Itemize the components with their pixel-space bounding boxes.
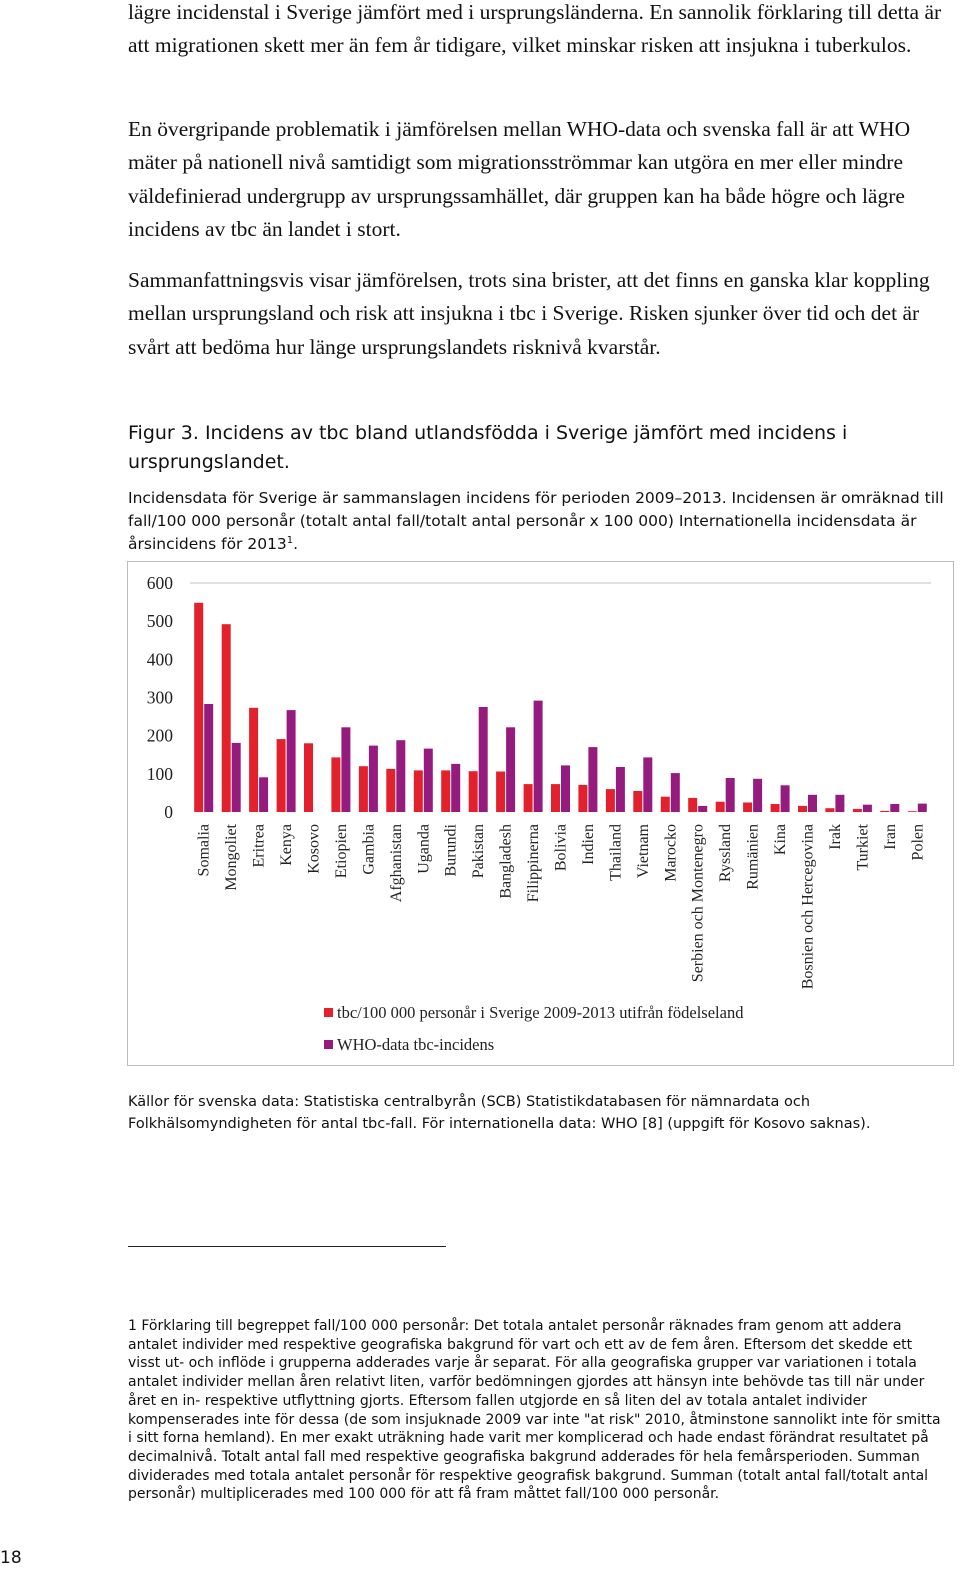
bar-sweden-20 [743,803,752,813]
x-tick-label: Irak [826,824,844,850]
bar-who-22 [808,795,817,812]
bar-sweden-25 [880,811,889,812]
x-tick-label: Iran [881,824,899,850]
bar-who-12 [534,701,543,812]
figure-caption: Figur 3. Incidens av tbc bland utlandsfödda i Sverige jämfört med incidens i ursprungslandet. [128,422,848,473]
y-tick-label: 200 [146,725,173,746]
bar-who-0 [204,704,213,812]
figure-note [128,487,948,556]
bar-sweden-6 [359,766,368,812]
bar-who-20 [753,779,762,812]
x-tick-label: Indien [579,824,597,865]
x-tick-label: Mongoliet [223,824,241,891]
bar-sweden-3 [277,739,286,812]
bar-sweden-16 [633,791,642,812]
bar-who-3 [287,710,296,812]
bar-sweden-2 [249,708,258,812]
y-tick-label: 100 [146,763,173,784]
y-tick-label: 300 [146,687,173,708]
x-tick-label: Bosnien och Hercegovina [799,824,817,990]
bar-who-13 [561,765,570,812]
x-tick-label: Turkiet [854,824,872,871]
footnote-divider [128,1246,446,1247]
bar-sweden-4 [304,743,313,812]
legend-label: tbc/100 000 personår i Sverige 2009-2013 utifrån födelseland [337,1003,744,1022]
x-tick-label: Somalia [195,824,213,877]
body-paragraph-2: En övergripande problematik i jämförelsen mellan WHO-data och svenska fall är att WHO mäter på nationell nivå samtidigt som migrationsströmmar kan utgöra en mer eller mindre väldefinierad undergrupp av ursprungssamhället, där gruppen kan ha både högre och lägre incidens av tbc än landet i stort. [128,117,911,241]
x-tick-label: Kina [772,824,790,856]
figure-note-end: . [293,535,299,553]
x-tick-label: Pakistan [470,824,488,879]
legend-swatch [324,1040,333,1049]
bar-who-7 [396,740,405,812]
x-tick-label: Thailand [607,824,625,881]
bar-sweden-19 [716,802,725,812]
bar-sweden-24 [853,809,862,812]
bar-sweden-5 [331,757,340,812]
x-tick-label: Eritrea [250,824,268,868]
x-tick-label: Burundi [442,824,460,877]
footnote-reference[interactable]: 1 [286,535,294,546]
bar-sweden-11 [496,772,505,813]
x-tick-label: Rumänien [744,824,762,890]
bar-who-1 [232,743,241,812]
x-axis [196,823,927,989]
bar-who-23 [835,795,844,812]
figure-note-text: Incidensdata för Sverige är sammanslagen incidens för perioden 2009–2013. Incidensen är omräknad till fall/100 000 personår (totalt antal fall/totalt antal personår x 100 000) Internationella incidensdata är årsincidens för 2013 [128,489,944,553]
x-tick-label: Ryssland [717,824,735,883]
footnote: 1 Förklaring till begreppet fall/100 000 personår: Det totala antalet personår räknades fram genom att addera antalet individer med respektive geografiska bakgrund för vart och ett av de fem åren. Eftersom det skedde ett visst ut- och inflöde i grupperna adderades varje år separat. För alla geografiska grupper var variationen i totala antalet individer mellan åren relativt liten, varför bedömningen gjordes att hänsyn inte behövde tas till när under året en in- respektive utflyttning gjorts. Eftersom fallen utgjorde en så liten del av totala antalet individer kompenserades inte för dessa (de som insjuknade 2009 var inte "at risk" 2010, åtminstone sannolikt inte för smitta i sitt forna hemland). En mer exakt uträkning hade varit mer komplicerad och hade endast förändrat resultatet på decimalnivå. Totalt antal fall med respektive geografiska bakgrund adderades för hela femårsperioden. Summan dividerades med totala antalet personår för respektive geografisk bakgrund. Summan (totalt antal fall/totalt antal personår) multiplicerades med 100 000 för att få fram måttet fall/100 000 personår. [128,1318,941,1503]
x-tick-label: Afghanistan [387,824,405,903]
bar-sweden-8 [414,770,423,812]
legend [324,1003,744,1054]
bar-who-11 [506,727,515,812]
bar-who-17 [671,773,680,812]
bar-who-24 [863,805,872,812]
bar-sweden-22 [798,806,807,812]
y-tick-label: 500 [146,611,173,632]
bar-sweden-15 [606,789,615,812]
bar-who-2 [259,777,268,812]
body-paragraph-3: Sammanfattningsvis visar jämförelsen, trots sina brister, att det finns en ganska klar koppling mellan ursprungsland och risk att insjukna i tbc i Sverige. Risken sjunker över tid och det är svårt att bedöma hur länge ursprungslandets risknivå kvarstår. [128,268,930,359]
x-tick-label: Bangladesh [497,824,515,899]
bar-who-5 [341,727,350,812]
bar-sweden-23 [825,808,834,812]
x-tick-label: Kosovo [305,824,323,874]
bar-chart [127,561,954,1066]
bar-who-19 [726,778,735,812]
sources-note: Källor för svenska data: Statistiska centralbyrån (SCB) Statistikdatabasen för nämnardata och Folkhälsomyndigheten för antal tbc-fall. För internationella data: WHO [8] (uppgift för Kosovo saknas). [128,1094,871,1132]
x-tick-label: Bolivia [552,824,570,872]
x-tick-label: Uganda [415,824,433,874]
bar-sweden-9 [441,770,450,812]
body-paragraph-1: lägre incidenstal i Sverige jämfört med i ursprungsländerna. En sannolik förklaring till detta är att migrationen skett mer än fem år tidigare, vilket minskar risken att insjukna i tuberkulos. [128,0,942,58]
page-number: 18 [0,1548,22,1568]
bar-who-9 [451,764,460,812]
bar-who-6 [369,746,378,812]
bar-sweden-10 [469,771,478,812]
x-tick-label: Gambia [360,824,378,875]
bar-sweden-12 [524,784,533,812]
bar-sweden-7 [386,769,395,812]
bar-who-18 [698,806,707,812]
x-tick-label: Serbien och Montenegro [689,824,707,983]
bar-who-10 [479,707,488,812]
x-tick-label: Kenya [278,824,296,866]
bar-who-16 [643,757,652,812]
bar-who-21 [781,785,790,812]
bar-sweden-13 [551,784,560,812]
bar-who-26 [918,804,927,812]
bar-sweden-1 [222,624,231,812]
y-tick-label: 400 [146,649,173,670]
bars [194,603,927,812]
x-tick-label: Marocko [662,824,680,882]
bar-sweden-26 [908,811,917,812]
bar-sweden-17 [661,797,670,812]
bar-sweden-0 [194,603,203,812]
bar-who-15 [616,767,625,812]
legend-swatch [324,1008,333,1017]
x-tick-label: Vietnam [634,824,652,879]
x-tick-label: Etiopien [332,824,350,879]
bar-who-8 [424,749,433,812]
bar-chart-svg [128,562,955,1067]
bar-sweden-21 [771,804,780,812]
bar-who-14 [588,747,597,812]
y-tick-label: 600 [146,573,173,593]
y-tick-label: 0 [164,802,173,822]
bar-sweden-18 [688,798,697,812]
y-axis [147,573,174,822]
x-tick-label: Filippinerna [525,824,543,903]
bar-sweden-14 [578,785,587,812]
bar-who-25 [890,804,899,812]
legend-label: WHO-data tbc-incidens [337,1035,495,1054]
x-tick-label: Polen [909,824,927,861]
